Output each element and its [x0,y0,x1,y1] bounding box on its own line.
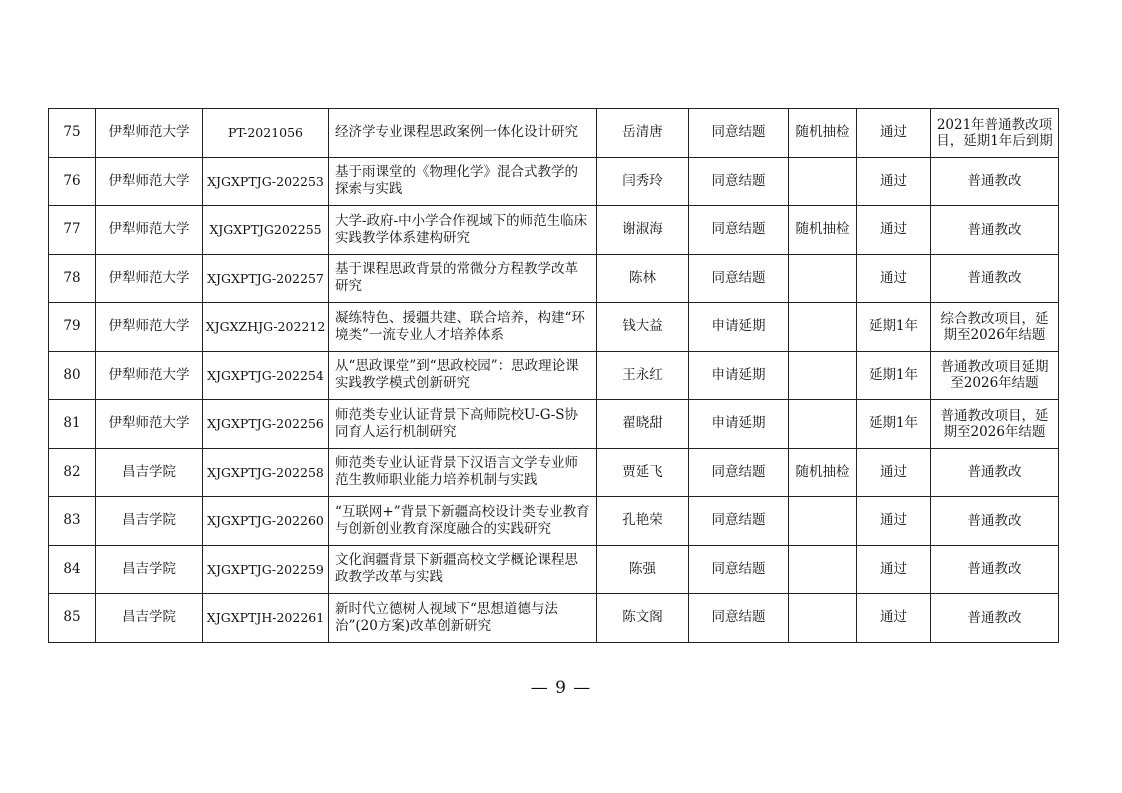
cell-school: 伊犁师范大学 [96,206,203,255]
cell-application: 申请延期 [689,303,789,352]
cell-leader: 孔艳荣 [597,497,689,546]
cell-application: 同意结题 [689,545,789,594]
cell-leader: 陈强 [597,545,689,594]
cell-leader: 贾延飞 [597,448,689,497]
cell-project-code: PT-2021056 [203,109,329,158]
cell-number: 80 [49,351,96,400]
cell-school: 伊犁师范大学 [96,303,203,352]
cell-spot-check [789,545,857,594]
cell-spot-check: 随机抽检 [789,206,857,255]
cell-number: 77 [49,206,96,255]
cell-note: 普通教改 [931,206,1059,255]
cell-note: 普通教改 [931,545,1059,594]
cell-project-code: XJGXPTJG-202259 [203,545,329,594]
cell-note: 综合教改项目，延期至2026年结题 [931,303,1059,352]
cell-leader: 谢淑海 [597,206,689,255]
cell-project-code: XJGXPTJG-202258 [203,448,329,497]
table-row [49,157,1059,206]
cell-result: 通过 [857,109,931,158]
cell-project-code: XJGXPTJH-202261 [203,594,329,643]
cell-project-code: XJGXPTJG-202260 [203,497,329,546]
cell-number: 84 [49,545,96,594]
cell-leader: 陈文阁 [597,594,689,643]
cell-project-code: XJGXPTJG-202257 [203,254,329,303]
cell-school: 伊犁师范大学 [96,157,203,206]
cell-project-title: “互联网+”背景下新疆高校设计类专业教育与创新创业教育深度融合的实践研究 [329,497,597,546]
cell-school: 伊犁师范大学 [96,351,203,400]
cell-project-title: 从“思政课堂”到“思政校园”：思政理论课实践教学模式创新研究 [329,351,597,400]
cell-result: 通过 [857,448,931,497]
cell-application: 同意结题 [689,497,789,546]
cell-result: 通过 [857,594,931,643]
cell-project-title: 经济学专业课程思政案例一体化设计研究 [329,109,597,158]
cell-result: 延期1年 [857,303,931,352]
cell-project-code: XJGXZHJG-202212 [203,303,329,352]
cell-project-code: XJGXPTJG-202256 [203,400,329,449]
table-body [49,109,1059,643]
table-row [49,400,1059,449]
cell-application: 同意结题 [689,254,789,303]
cell-project-title: 基于雨课堂的《物理化学》混合式教学的探索与实践 [329,157,597,206]
cell-number: 82 [49,448,96,497]
cell-spot-check [789,157,857,206]
cell-note: 普通教改 [931,157,1059,206]
cell-result: 通过 [857,254,931,303]
cell-spot-check: 随机抽检 [789,448,857,497]
cell-project-code: XJGXPTJG-202254 [203,351,329,400]
cell-school: 伊犁师范大学 [96,109,203,158]
cell-number: 75 [49,109,96,158]
cell-number: 78 [49,254,96,303]
table-row [49,206,1059,255]
cell-note: 普通教改 [931,448,1059,497]
page-number: — 9 — [530,678,592,698]
cell-project-title: 凝练特色、援疆共建、联合培养，构建“环境类”一流专业人才培养体系 [329,303,597,352]
cell-project-title: 新时代立德树人视域下“思想道德与法治”(20方案)改革创新研究 [329,594,597,643]
cell-school: 昌吉学院 [96,448,203,497]
cell-application: 同意结题 [689,448,789,497]
cell-application: 同意结题 [689,157,789,206]
cell-application: 申请延期 [689,400,789,449]
cell-leader: 钱大益 [597,303,689,352]
table-row [49,545,1059,594]
cell-spot-check [789,594,857,643]
cell-result: 延期1年 [857,351,931,400]
cell-project-title: 师范类专业认证背景下汉语言文学专业师范生教师职业能力培养机制与实践 [329,448,597,497]
cell-application: 同意结题 [689,109,789,158]
cell-application: 申请延期 [689,351,789,400]
cell-project-title: 师范类专业认证背景下高师院校U-G-S协同育人运行机制研究 [329,400,597,449]
cell-leader: 王永红 [597,351,689,400]
cell-school: 伊犁师范大学 [96,400,203,449]
cell-note: 2021年普通教改项目，延期1年后到期 [931,109,1059,158]
cell-application: 同意结题 [689,206,789,255]
cell-result: 延期1年 [857,400,931,449]
cell-leader: 岳清唐 [597,109,689,158]
table-row [49,254,1059,303]
cell-spot-check [789,303,857,352]
cell-leader: 陈林 [597,254,689,303]
cell-note: 普通教改 [931,254,1059,303]
table-row [49,109,1059,158]
cell-project-code: XJGXPTJG-202253 [203,157,329,206]
cell-note: 普通教改 [931,497,1059,546]
cell-result: 通过 [857,157,931,206]
cell-note: 普通教改 [931,594,1059,643]
cell-leader: 闫秀玲 [597,157,689,206]
cell-school: 昌吉学院 [96,545,203,594]
cell-school: 伊犁师范大学 [96,254,203,303]
cell-spot-check [789,351,857,400]
cell-project-title: 基于课程思政背景的常微分方程教学改革研究 [329,254,597,303]
cell-application: 同意结题 [689,594,789,643]
cell-project-title: 文化润疆背景下新疆高校文学概论课程思政教学改革与实践 [329,545,597,594]
cell-number: 79 [49,303,96,352]
table-row [49,448,1059,497]
cell-number: 85 [49,594,96,643]
cell-spot-check: 随机抽检 [789,109,857,158]
cell-result: 通过 [857,545,931,594]
cell-result: 通过 [857,497,931,546]
cell-school: 昌吉学院 [96,594,203,643]
cell-note: 普通教改项目延期至2026年结题 [931,351,1059,400]
cell-number: 83 [49,497,96,546]
cell-school: 昌吉学院 [96,497,203,546]
table-row [49,351,1059,400]
table-row [49,497,1059,546]
project-table [48,108,1059,643]
cell-leader: 翟晓甜 [597,400,689,449]
cell-result: 通过 [857,206,931,255]
cell-spot-check [789,497,857,546]
cell-number: 76 [49,157,96,206]
cell-spot-check [789,254,857,303]
table-row [49,303,1059,352]
cell-spot-check [789,400,857,449]
table-row [49,594,1059,643]
cell-project-title: 大学-政府-中小学合作视域下的师范生临床实践教学体系建构研究 [329,206,597,255]
cell-note: 普通教改项目，延期至2026年结题 [931,400,1059,449]
cell-number: 81 [49,400,96,449]
cell-project-code: XJGXPTJG202255 [203,206,329,255]
